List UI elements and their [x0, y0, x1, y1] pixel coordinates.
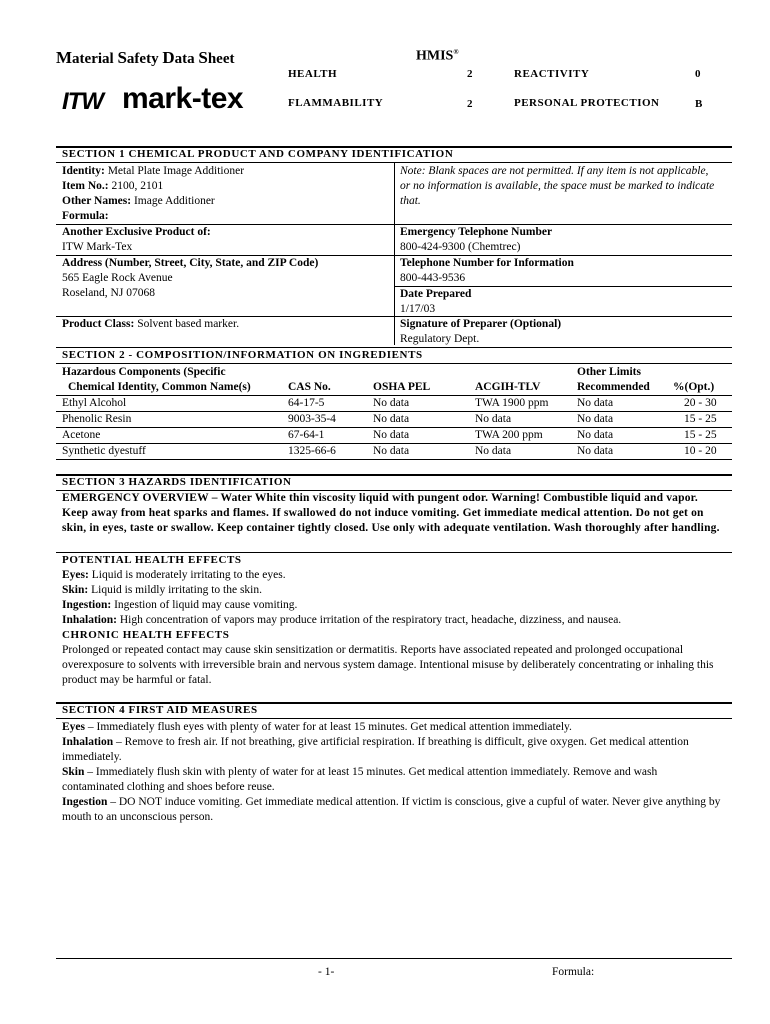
health-label: HEALTH — [288, 68, 338, 80]
identity-line: Identity: Metal Plate Image Additioner — [62, 165, 245, 177]
ingredient-other: No data — [577, 413, 614, 425]
section2-title-rule — [56, 363, 732, 364]
ingredient-percent: 15 - 25 — [684, 413, 717, 425]
inhalation-effect: Inhalation: High concentration of vapors may produce irritation of the respiratory tract, headache, dizziness, and nausea. — [62, 614, 622, 626]
col-acgih-tlv: ACGIH-TLV — [475, 381, 541, 393]
section2-title: SECTION 2 - COMPOSITION/INFORMATION ON INGREDIENTS — [62, 349, 423, 361]
page-number: - 1- — [318, 966, 335, 978]
ingredient-percent: 10 - 20 — [684, 445, 717, 457]
ingestion-effect: Ingestion: Ingestion of liquid may cause vomiting. — [62, 599, 298, 611]
reactivity-label: REACTIVITY — [514, 68, 590, 80]
section3-title: SECTION 3 HAZARDS IDENTIFICATION — [62, 476, 292, 488]
info-phone-value: 800-443-9536 — [400, 272, 466, 284]
skin-effect: Skin: Liquid is mildly irritating to the skin. — [62, 584, 262, 596]
date-prepared-label: Date Prepared — [400, 288, 472, 300]
ingredient-acgih: TWA 1900 ppm — [475, 397, 549, 409]
section4-title-rule — [56, 718, 732, 719]
exclusive-product-label: Another Exclusive Product of: — [62, 226, 211, 238]
col-osha-pel: OSHA PEL — [373, 381, 431, 393]
col-cas-no: CAS No. — [288, 381, 331, 393]
flammability-value: 2 — [467, 98, 473, 110]
ingredient-percent: 15 - 25 — [684, 429, 717, 441]
itw-mark-tex-logo: ITW mark-tex — [62, 82, 244, 115]
reactivity-value: 0 — [695, 68, 701, 80]
blank-spaces-note: Note: Blank spaces are not permitted. If any item is not applicable, or no information is available, the space must be marked to indicate that. — [400, 165, 715, 207]
ingredient-cas: 9003-35-4 — [288, 413, 336, 425]
ingredient-other: No data — [577, 397, 614, 409]
col-chemical-identity: Chemical Identity, Common Name(s) — [68, 381, 251, 393]
signature-value: Regulatory Dept. — [400, 333, 480, 345]
ingredient-cas: 64-17-5 — [288, 397, 325, 409]
ingredient-name: Ethyl Alcohol — [62, 397, 127, 409]
ingredient-acgih: TWA 200 ppm — [475, 429, 543, 441]
formula-label: Formula: — [62, 210, 109, 222]
emergency-phone-value: 800-424-9300 (Chemtrec) — [400, 241, 521, 253]
section4-title: SECTION 4 FIRST AID MEASURES — [62, 704, 258, 716]
personal-protection-label: PERSONAL PROTECTION — [514, 97, 660, 109]
ingredient-other: No data — [577, 429, 614, 441]
ingredient-osha: No data — [373, 397, 410, 409]
item-number-line: Item No.: 2100, 2101 — [62, 180, 164, 192]
ingredient-acgih: No data — [475, 445, 512, 457]
first-aid-ingestion: Ingestion – DO NOT induce vomiting. Get immediate medical attention. If victim is conscious, give a cupful of water. Never give anything by mouth to an unconscious person. — [62, 796, 721, 823]
address-line-2: Roseland, NJ 07068 — [62, 287, 155, 299]
ingredient-name: Synthetic dyestuff — [62, 445, 146, 457]
col-hazardous-components: Hazardous Components (Specific — [62, 366, 226, 378]
section1-title: SECTION 1 CHEMICAL PRODUCT AND COMPANY IDENTIFICATION — [62, 148, 454, 160]
product-class-line: Product Class: Solvent based marker. — [62, 318, 240, 330]
info-phone-label: Telephone Number for Information — [400, 257, 574, 269]
ingredient-name: Phenolic Resin — [62, 413, 132, 425]
first-aid-inhalation: Inhalation – Remove to fresh air. If not breathing, give artificial respiration. If breathing is difficult, give oxygen. Get medical attention immediately. — [62, 736, 689, 763]
first-aid-skin: Skin – Immediately flush skin with plenty of water for at least 15 minutes. Get medical attention immediately. Remove and wash contaminated clothing and shoes before reuse. — [62, 766, 658, 793]
ingredient-cas: 1325-66-6 — [288, 445, 336, 457]
ingredient-name: Acetone — [62, 429, 101, 441]
footer-formula: Formula: — [552, 966, 595, 978]
health-value: 2 — [467, 68, 473, 80]
flammability-label: FLAMMABILITY — [288, 97, 384, 109]
ingredient-percent: 20 - 30 — [684, 397, 717, 409]
ingredient-cas: 67-64-1 — [288, 429, 325, 441]
chronic-health-effects-text: Prolonged or repeated contact may cause skin sensitization or dermatitis. Reports have associated repeated and prolonged occupational overexposure to solvents with irreversible brain and nervous system damage. Intentional misuse by deliberately concentrating or inhaling this product may be harmful or fatal. — [62, 644, 714, 686]
potential-health-effects-title: POTENTIAL HEALTH EFFECTS — [62, 554, 242, 566]
section1-divider — [394, 162, 395, 345]
first-aid-eyes: Eyes – Immediately flush eyes with plenty of water for at least 15 minutes. Get medical attention immediately. — [62, 721, 572, 733]
table-row-rule — [56, 459, 732, 460]
col-percent: %(Opt.) — [673, 381, 715, 393]
col-recommended: Recommended — [577, 381, 650, 393]
emergency-phone-label: Emergency Telephone Number — [400, 226, 553, 238]
date-prepared-value: 1/17/03 — [400, 303, 436, 315]
document-title: Material Safety Data Sheet — [56, 48, 235, 67]
footer-rule — [56, 958, 732, 959]
other-names-line: Other Names: Image Additioner — [62, 195, 215, 207]
emergency-overview: EMERGENCY OVERVIEW – Water White thin viscosity liquid with pungent odor. Warning! Combustible liquid and vapor. Keep away from heat sparks and flames. If swallowed do not induce vomiting. Get immediate medical attention. Do not get on skin, in eyes, taste or swallow. Keep container tightly closed. Use only with adequate ventilation. Wash thoroughly after handling. — [62, 492, 720, 534]
address-label: Address (Number, Street, City, State, and ZIP Code) — [62, 257, 319, 269]
personal-protection-value: B — [695, 98, 703, 110]
ingredient-osha: No data — [373, 413, 410, 425]
exclusive-product-value: ITW Mark-Tex — [62, 241, 133, 253]
eyes-effect: Eyes: Liquid is moderately irritating to the eyes. — [62, 569, 286, 581]
address-line-1: 565 Eagle Rock Avenue — [62, 272, 173, 284]
col-other-limits: Other Limits — [577, 366, 641, 378]
ingredient-other: No data — [577, 445, 614, 457]
signature-label: Signature of Preparer (Optional) — [400, 318, 562, 330]
ingredient-osha: No data — [373, 429, 410, 441]
ingredient-osha: No data — [373, 445, 410, 457]
chronic-health-effects-title: CHRONIC HEALTH EFFECTS — [62, 629, 230, 641]
ingredient-acgih: No data — [475, 413, 512, 425]
hmis-label: HMIS® — [416, 48, 459, 64]
